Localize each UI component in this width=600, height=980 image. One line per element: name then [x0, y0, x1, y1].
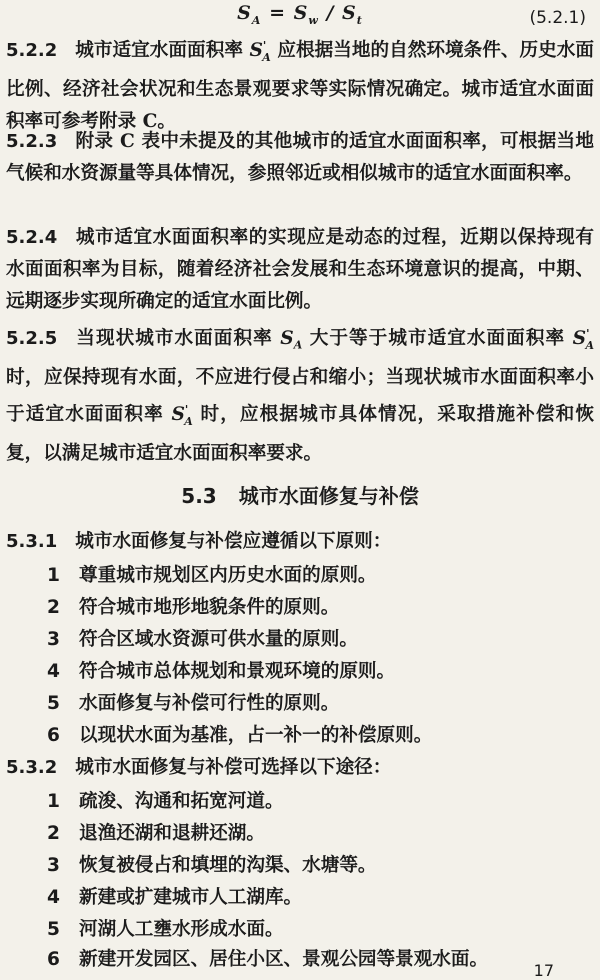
clause-number: 5.2.2: [6, 40, 58, 62]
clause-text: 时，应保持现有水面，不应进行侵占和缩小；当现状城市水面面积率小于适宜水面面积率: [6, 366, 594, 426]
clause-5-2-3: [6, 126, 594, 190]
formula-sub: t: [356, 13, 363, 27]
clause-text: 附录 C 表中未提及的其他城市的适宜水面面积率，可根据当地气候和水资源量等具体情况，参照邻近或相似城市的适宜水面面积率。: [6, 131, 594, 184]
symbol-s-a-prime: $S'_A$: [572, 327, 594, 352]
clause-number: 5.2.4: [6, 227, 58, 248]
clause-number: 5.3.2: [6, 757, 58, 778]
list-item: 5 水面修复与补偿可行性的原则。: [47, 693, 340, 714]
clause-text: 城市水面修复与补偿可选择以下途径：: [75, 757, 392, 778]
clause-number: 5.3.1: [6, 531, 58, 552]
clause-text: 时，应根据城市具体情况，采取措施补偿和恢复，以满足城市适宜水面面积率要求。: [6, 404, 594, 464]
section-number: 5.3: [181, 484, 217, 508]
list-item: 2 退渔还湖和退耕还湖。: [47, 823, 265, 844]
list-item: 4 符合城市总体规划和景观环境的原则。: [47, 661, 396, 682]
clause-5-2-4: [6, 222, 594, 318]
formula-5-2-1: [0, 2, 600, 27]
formula-symbol: S: [237, 2, 252, 24]
clause-number: 5.2.3: [6, 131, 58, 152]
formula-symbol: S: [293, 2, 309, 24]
clause-number: 5.2.5: [6, 328, 58, 350]
symbol-s-a-prime: $S'_A$: [171, 402, 193, 428]
list-item: 3 恢复被侵占和填埋的沟渠、水塘等。: [47, 855, 377, 876]
clause-text: 城市水面修复与补偿应遵循以下原则：: [75, 531, 392, 552]
page-number: 17: [533, 961, 554, 980]
clause-text: 应根据当地的自然环境条件、历史水面比例、经济社会状况和生态景观要求等实际情况确定。城市适宜水面面积率可参考附录 C。: [6, 40, 594, 132]
formula-slash: /: [318, 2, 342, 24]
list-item: 3 符合区域水资源可供水量的原则。: [47, 629, 358, 650]
list-item: 2 符合城市地形地貌条件的原则。: [47, 597, 340, 618]
clause-text: 大于等于城市适宜水面面积率: [302, 328, 573, 350]
clause-text: 城市适宜水面面积率的实现应是动态的过程，近期以保持现有水面面积率为目标，随着经济社会发展和生态环境意识的提高，中期、远期逐步实现所确定的适宜水面比例。: [6, 227, 594, 312]
list-item: 4 新建或扩建城市人工湖库。: [47, 887, 303, 908]
symbol-s-a: $S_A$: [280, 328, 303, 352]
list-item: 5 河湖人工壅水形成水面。: [47, 919, 284, 940]
formula-symbol: S: [342, 2, 357, 24]
clause-text: 当现状城市水面面积率: [75, 328, 281, 350]
section-heading: [0, 480, 600, 509]
list-item: 6 新建开发园区、居住小区、景观公园等景观水面。: [47, 949, 489, 970]
clause-text: 城市适宜水面面积率: [75, 40, 250, 62]
list-item: 1 尊重城市规划区内历史水面的原则。: [47, 565, 377, 586]
clause-5-2-5: [6, 318, 594, 470]
clause-5-3-2: [6, 752, 594, 784]
formula-sub: A: [251, 13, 262, 27]
list-item: 1 疏浚、沟通和拓宽河道。: [47, 791, 284, 812]
symbol-s-a-prime: $S'_A$: [249, 39, 271, 64]
list-item: 6 以现状水面为基准，占一补一的补偿原则。: [47, 725, 433, 746]
clause-5-3-1: [6, 526, 594, 558]
formula-equals: =: [261, 2, 294, 24]
section-title: 城市水面修复与补偿: [238, 484, 419, 508]
formula-sub: w: [308, 13, 319, 27]
clause-5-2-2: [6, 30, 594, 138]
equation-number: (5.2.1): [529, 8, 586, 28]
